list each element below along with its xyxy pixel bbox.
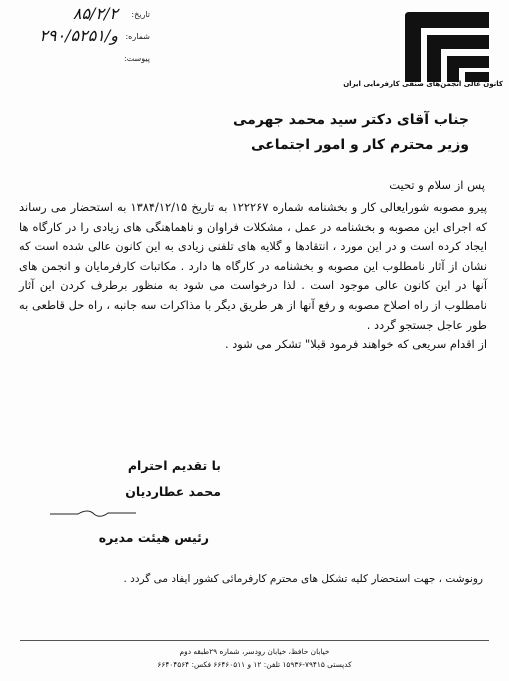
attachment-row xyxy=(4,50,154,72)
footer-address: خیابان حافظ، خیابان رودسر، شماره ۲۹طبقه دوم xyxy=(179,647,330,656)
closing-phrase: با تقدیم احترام xyxy=(127,458,221,473)
cc-note: رونوشت ، جهت استحضار کلیه تشکل های محترم کارفرمائی کشور ایفاد می گردد . xyxy=(123,573,483,585)
letter-body xyxy=(19,198,487,355)
date-value: ۸۵/۲/۲ xyxy=(72,4,118,23)
body-paragraph: پیرو مصوبه شورایعالی کار و بخشنامه شماره ۱۲۲۲۶۷ به تاریخ ۱۳۸۴/۱۲/۱۵ به استحضار می رساند که اجرای این مصوبه و بخشنامه در عمل ، مشکلات فراوان و ناهماهنگی های زیادی را در کارگاه ها ایجاد کرده است و در این مورد ، انتقادها و گلایه های تلفنی زیادی به این کانون عالی شده است که نشان از آثار نامطلوب این مصوبه و بخشنامه در کارگاه ها دارد . مکاتبات کارفرمایان و انجمن های آنها در این کانون عالی موجود است . لذا درخواست می شود به منظور برطرف کردن این آثار نامطلوب از راه اصلاح مصوبه و رفع آنها از هر طریق دیگر با مذاکرات سه جانبه ، راه حل قاطعی به طور عاجل جستجو گردد . xyxy=(19,200,487,332)
recipient-title: وزیر محترم کار و امور اجتماعی xyxy=(251,137,469,153)
organization-name: کانون عالی انجمن‌های صنفی کارفرمایی ایران xyxy=(343,80,503,88)
date-label: تاریخ: xyxy=(131,10,150,19)
footer-contact: کدپستی ۷۹۴۱۵-۱۵۹۳۶ تلفن: ۱۲ و ۶۶۴۶۰۵۱۱ فکس: ۶۶۴۰۴۵۶۴ xyxy=(157,660,352,669)
closing-line: از اقدام سریعی که خواهند فرمود قبلا" تشکر می شود . xyxy=(224,337,487,352)
signature-stroke-icon xyxy=(48,506,138,520)
recipient-block xyxy=(233,108,469,158)
signer-name: محمد عطاردیان xyxy=(125,484,221,499)
footer-divider xyxy=(20,640,489,641)
date-row xyxy=(4,6,154,28)
number-value: ۲۹۰/۵۲۵۱/و xyxy=(39,26,118,45)
letter-meta xyxy=(4,6,154,72)
number-row xyxy=(4,28,154,50)
recipient-name: جناب آقای دکتر سید محمد جهرمی xyxy=(233,112,469,128)
number-label: شماره: xyxy=(125,32,150,41)
greeting: پس از سلام و تحیت xyxy=(389,178,485,192)
signer-title: رئیس هیئت مدیره xyxy=(98,530,209,545)
attachment-label: پیوست: xyxy=(123,54,150,63)
organization-logo-icon xyxy=(399,8,495,84)
